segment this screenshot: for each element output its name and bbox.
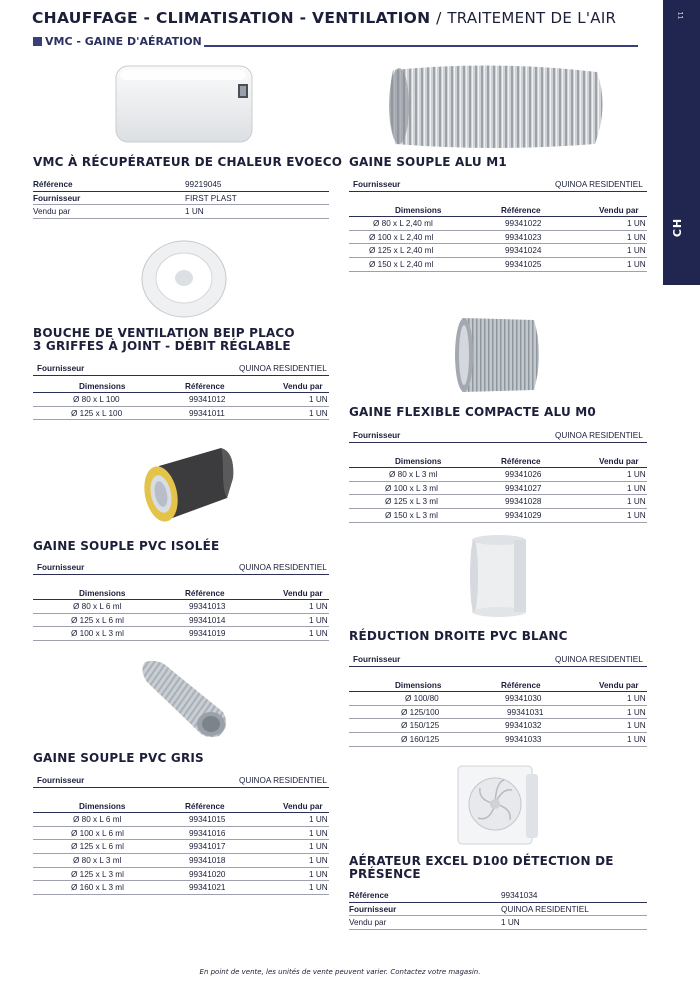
col-header: Référence bbox=[501, 456, 541, 466]
cell-unit: 1 UN bbox=[309, 883, 328, 893]
table-header bbox=[33, 587, 329, 601]
cell-dimension: Ø 80 x L 3 ml bbox=[73, 855, 122, 865]
cell-reference: 99341013 bbox=[189, 602, 226, 612]
row-label: Fournisseur bbox=[37, 776, 85, 785]
table-row bbox=[33, 627, 329, 641]
table-row bbox=[349, 468, 647, 482]
table-row bbox=[349, 217, 647, 231]
table-row bbox=[33, 407, 329, 421]
table-row bbox=[33, 881, 329, 895]
section-label: VMC - GAINE D'AÉRATION bbox=[45, 35, 202, 48]
table-row bbox=[33, 868, 329, 882]
row-value: QUINOA RESIDENTIEL bbox=[555, 655, 643, 664]
row-label: Fournisseur bbox=[349, 904, 397, 914]
product-title-bouche bbox=[33, 327, 295, 353]
cell-unit: 1 UN bbox=[627, 734, 646, 744]
supplier-row bbox=[349, 653, 647, 667]
row-label: Vendu par bbox=[349, 918, 387, 928]
cell-reference: 99341023 bbox=[505, 232, 542, 242]
title-line: BOUCHE DE VENTILATION BEIP PLACO bbox=[33, 326, 295, 340]
cell-dimension: Ø 125 x L 100 bbox=[71, 408, 123, 418]
cell-unit: 1 UN bbox=[627, 694, 646, 704]
table-header bbox=[33, 800, 329, 814]
cell-dimension: Ø 80 x L 6 ml bbox=[73, 602, 122, 612]
vmc-unit-image bbox=[112, 62, 256, 146]
cell-reference: 99341029 bbox=[505, 510, 542, 520]
cell-unit: 1 UN bbox=[309, 408, 328, 418]
table-row bbox=[33, 840, 329, 854]
cell-unit: 1 UN bbox=[309, 815, 328, 825]
cell-dimension: Ø 100 x L 6 ml bbox=[71, 828, 124, 838]
product-title-alu-m1: GAINE SOUPLE ALU M1 bbox=[349, 155, 507, 169]
vmc-table bbox=[33, 178, 329, 219]
cell-dimension: Ø 160 x L 3 ml bbox=[71, 883, 124, 893]
table-row bbox=[349, 889, 647, 903]
extractor-fan-image bbox=[452, 760, 544, 850]
cell-reference: 99341024 bbox=[505, 246, 542, 256]
product-title-vmc: VMC À RÉCUPÉRATEUR DE CHALEUR EVOECO bbox=[33, 155, 343, 169]
table-row bbox=[349, 719, 647, 733]
row-label: Référence bbox=[33, 180, 73, 189]
cell-reference: 99341020 bbox=[189, 869, 226, 879]
table-row bbox=[349, 495, 647, 509]
cell-unit: 1 UN bbox=[627, 483, 646, 493]
page-header bbox=[0, 0, 660, 50]
pvc-isolee-table bbox=[33, 561, 329, 641]
row-label: Vendu par bbox=[33, 207, 71, 217]
table-row bbox=[33, 192, 329, 206]
cell-reference: 99341018 bbox=[189, 855, 226, 865]
title-line: 3 GRIFFES À JOINT - DÉBIT RÉGLABLE bbox=[33, 339, 291, 353]
cell-reference: 99341019 bbox=[189, 629, 226, 639]
cell-dimension: Ø 125 x L 6 ml bbox=[71, 615, 124, 625]
col-header: Vendu par bbox=[599, 456, 639, 466]
row-label: Fournisseur bbox=[37, 364, 85, 373]
cell-dimension: Ø 125/100 bbox=[401, 707, 440, 717]
table-row bbox=[33, 827, 329, 841]
row-value: 99219045 bbox=[185, 180, 222, 189]
col-header: Référence bbox=[501, 680, 541, 690]
table-row bbox=[349, 244, 647, 258]
col-header: Dimensions bbox=[395, 205, 442, 215]
page-title bbox=[32, 9, 616, 27]
row-value: 1 UN bbox=[185, 207, 204, 217]
cell-reference: 99341031 bbox=[507, 707, 544, 717]
col-header: Dimensions bbox=[79, 801, 126, 811]
table-row bbox=[349, 706, 647, 720]
cell-unit: 1 UN bbox=[627, 470, 646, 480]
row-value: QUINOA RESIDENTIEL bbox=[239, 364, 327, 373]
cell-reference: 99341021 bbox=[189, 883, 226, 893]
table-header bbox=[33, 380, 329, 394]
row-label: Fournisseur bbox=[353, 655, 401, 664]
cell-unit: 1 UN bbox=[309, 602, 328, 612]
cell-reference: 99341026 bbox=[505, 470, 542, 480]
table-row bbox=[33, 393, 329, 407]
compact-alu-duct-image bbox=[452, 312, 544, 396]
cell-dimension: Ø 100 x L 3 ml bbox=[71, 629, 124, 639]
cell-dimension: Ø 125 x L 3 ml bbox=[71, 869, 124, 879]
title-line: AÉRATEUR EXCEL D100 DÉTECTION DE bbox=[349, 854, 614, 868]
alu-m0-table bbox=[349, 429, 647, 523]
table-row bbox=[33, 178, 329, 192]
product-title-pvc-isolee: GAINE SOUPLE PVC ISOLÉE bbox=[33, 539, 220, 553]
insulated-duct-image bbox=[137, 442, 237, 528]
cell-unit: 1 UN bbox=[627, 510, 646, 520]
cell-reference: 99341030 bbox=[505, 694, 542, 704]
title-line: PRÉSENCE bbox=[349, 867, 421, 881]
cell-dimension: Ø 125 x L 2,40 ml bbox=[369, 246, 434, 256]
cell-reference: 99341014 bbox=[189, 615, 226, 625]
col-header: Vendu par bbox=[283, 801, 323, 811]
country-tab-label: CH bbox=[671, 217, 685, 238]
row-label: Fournisseur bbox=[37, 563, 85, 572]
cell-reference: 99341032 bbox=[505, 721, 542, 731]
col-header: Référence bbox=[185, 381, 225, 391]
cell-dimension: Ø 80 x L 3 ml bbox=[389, 470, 438, 480]
row-label: Fournisseur bbox=[353, 180, 401, 189]
cell-dimension: Ø 125 x L 3 ml bbox=[385, 497, 438, 507]
cell-reference: 99341022 bbox=[505, 219, 542, 229]
row-value: 1 UN bbox=[501, 918, 520, 928]
cell-unit: 1 UN bbox=[309, 855, 328, 865]
col-header: Dimensions bbox=[79, 381, 126, 391]
table-row bbox=[33, 205, 329, 219]
cell-unit: 1 UN bbox=[627, 721, 646, 731]
product-title-pvc-gris: GAINE SOUPLE PVC GRIS bbox=[33, 751, 204, 765]
table-row bbox=[349, 231, 647, 245]
square-bullet-icon bbox=[33, 37, 42, 46]
pvc-reducer-image bbox=[464, 534, 534, 618]
product-title-aerateur bbox=[349, 855, 614, 881]
bouche-table bbox=[33, 362, 329, 420]
table-header bbox=[349, 455, 647, 469]
cell-dimension: Ø 150/125 bbox=[401, 721, 440, 731]
side-tab bbox=[663, 0, 700, 285]
aerateur-table bbox=[349, 889, 647, 930]
table-row bbox=[349, 916, 647, 930]
col-header: Référence bbox=[185, 801, 225, 811]
col-header: Dimensions bbox=[395, 680, 442, 690]
cell-reference: 99341011 bbox=[189, 408, 225, 418]
table-header bbox=[349, 204, 647, 218]
grey-pvc-duct-image bbox=[139, 656, 235, 740]
cell-unit: 1 UN bbox=[309, 395, 328, 405]
title-sub: TRAITEMENT DE L'AIR bbox=[447, 9, 617, 27]
col-header: Vendu par bbox=[283, 381, 323, 391]
row-value: QUINOA RESIDENTIEL bbox=[501, 904, 589, 914]
table-row bbox=[349, 692, 647, 706]
alu-flex-duct-image bbox=[385, 60, 611, 152]
product-title-alu-m0: GAINE FLEXIBLE COMPACTE ALU M0 bbox=[349, 405, 596, 419]
supplier-row bbox=[33, 774, 329, 788]
cell-unit: 1 UN bbox=[309, 615, 328, 625]
table-row bbox=[349, 903, 647, 917]
cell-dimension: Ø 80 x L 2,40 ml bbox=[373, 219, 433, 229]
table-header bbox=[349, 679, 647, 693]
table-row bbox=[33, 614, 329, 628]
col-header: Dimensions bbox=[395, 456, 442, 466]
cell-unit: 1 UN bbox=[627, 497, 646, 507]
cell-unit: 1 UN bbox=[627, 219, 646, 229]
supplier-row bbox=[33, 362, 329, 376]
cell-unit: 1 UN bbox=[627, 259, 646, 269]
section-heading bbox=[33, 35, 202, 48]
table-row bbox=[349, 482, 647, 496]
col-header: Dimensions bbox=[79, 588, 126, 598]
cell-reference: 99341016 bbox=[189, 828, 226, 838]
supplier-row bbox=[349, 429, 647, 443]
cell-reference: 99341025 bbox=[505, 259, 542, 269]
cell-reference: 99341015 bbox=[189, 815, 226, 825]
cell-unit: 1 UN bbox=[627, 707, 646, 717]
page-number: 11 bbox=[676, 11, 684, 20]
col-header: Vendu par bbox=[599, 680, 639, 690]
cell-reference: 99341027 bbox=[505, 483, 542, 493]
row-value: QUINOA RESIDENTIEL bbox=[555, 431, 643, 440]
vent-grille-image bbox=[138, 234, 230, 320]
col-header: Vendu par bbox=[599, 205, 639, 215]
cell-dimension: Ø 150 x L 3 ml bbox=[385, 510, 438, 520]
cell-unit: 1 UN bbox=[309, 828, 328, 838]
supplier-row bbox=[33, 561, 329, 575]
cell-dimension: Ø 80 x L 6 ml bbox=[73, 815, 122, 825]
col-header: Référence bbox=[501, 205, 541, 215]
cell-dimension: Ø 80 x L 100 bbox=[73, 395, 120, 405]
cell-dimension: Ø 100 x L 3 ml bbox=[385, 483, 438, 493]
cell-dimension: Ø 150 x L 2,40 ml bbox=[369, 259, 434, 269]
row-label: Fournisseur bbox=[33, 193, 81, 203]
section-rule bbox=[204, 45, 638, 47]
row-value: QUINOA RESIDENTIEL bbox=[555, 180, 643, 189]
row-value: FIRST PLAST bbox=[185, 193, 237, 203]
cell-reference: 99341012 bbox=[189, 395, 226, 405]
table-row bbox=[349, 258, 647, 272]
table-row bbox=[33, 854, 329, 868]
cell-dimension: Ø 160/125 bbox=[401, 734, 440, 744]
cell-unit: 1 UN bbox=[309, 629, 328, 639]
row-value: QUINOA RESIDENTIEL bbox=[239, 776, 327, 785]
cell-dimension: Ø 100/80 bbox=[405, 694, 439, 704]
alu-m1-table bbox=[349, 178, 647, 272]
title-main: CHAUFFAGE - CLIMATISATION - VENTILATION bbox=[32, 9, 431, 27]
footer-note: En point de vente, les unités de vente peuvent varier. Contactez votre magasin. bbox=[199, 968, 481, 976]
supplier-row bbox=[349, 178, 647, 192]
title-separator: / bbox=[436, 9, 442, 27]
pvc-gris-table bbox=[33, 774, 329, 895]
cell-unit: 1 UN bbox=[627, 246, 646, 256]
cell-reference: 99341033 bbox=[505, 734, 542, 744]
col-header: Vendu par bbox=[283, 588, 323, 598]
cell-unit: 1 UN bbox=[627, 232, 646, 242]
cell-unit: 1 UN bbox=[309, 869, 328, 879]
cell-reference: 99341028 bbox=[505, 497, 542, 507]
row-value: 99341034 bbox=[501, 891, 538, 900]
reduction-table bbox=[349, 653, 647, 747]
row-label: Référence bbox=[349, 891, 389, 900]
table-row bbox=[349, 509, 647, 523]
table-row bbox=[33, 813, 329, 827]
table-row bbox=[349, 733, 647, 747]
row-value: QUINOA RESIDENTIEL bbox=[239, 563, 327, 572]
cell-dimension: Ø 125 x L 6 ml bbox=[71, 842, 124, 852]
product-title-reduction: RÉDUCTION DROITE PVC BLANC bbox=[349, 629, 568, 643]
cell-reference: 99341017 bbox=[189, 842, 226, 852]
cell-unit: 1 UN bbox=[309, 842, 328, 852]
row-label: Fournisseur bbox=[353, 431, 401, 440]
cell-dimension: Ø 100 x L 2,40 ml bbox=[369, 232, 434, 242]
table-row bbox=[33, 600, 329, 614]
col-header: Référence bbox=[185, 588, 225, 598]
